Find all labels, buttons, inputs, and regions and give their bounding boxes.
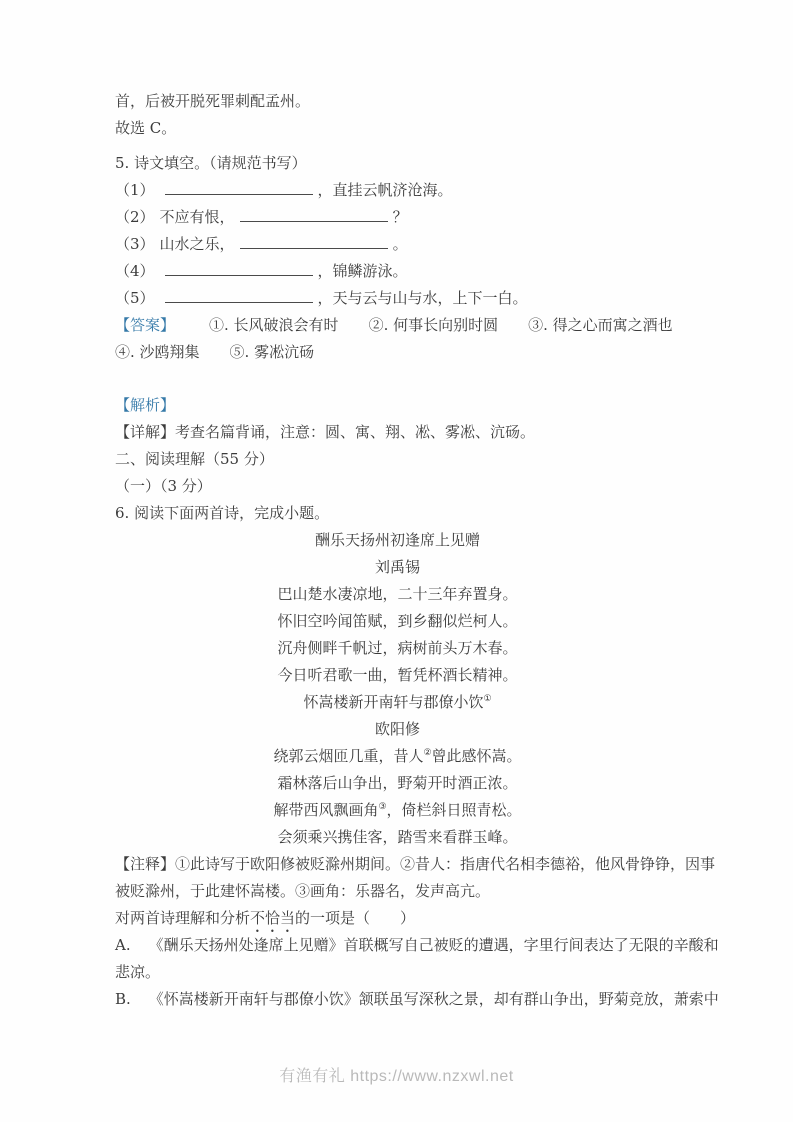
poem1-line: 巴山楚水凄凉地，二十三年弃置身。: [277, 585, 518, 603]
poem2-line: [115, 743, 680, 770]
blank-underline: [165, 180, 313, 195]
poem2-line: [115, 824, 680, 851]
fill-blank-item: [115, 177, 680, 204]
answer-item: ⑤. 雾凇沆砀: [229, 343, 315, 361]
poem1-line: 怀旧空吟闻笛赋，到乡翻似烂柯人。: [277, 612, 518, 630]
option-label: A.: [115, 936, 131, 954]
fill-blank-item: [115, 231, 680, 258]
item-number: （4）: [115, 262, 155, 280]
analysis-detail: 【详解】考查名篇背诵，注意：圆、寓、翔、凇、雾凇、沆砀。: [115, 423, 536, 441]
fill-blank-item: [115, 258, 680, 285]
subsection-heading: （一）（3 分）: [115, 477, 212, 495]
footnote-marker: ②: [423, 748, 432, 758]
section-heading: 二、阅读理解（55 分）: [115, 450, 274, 468]
post-text: 。: [392, 235, 408, 253]
footnote-marker: ①: [483, 694, 492, 704]
answer-line: [115, 339, 680, 366]
analysis-label: 【解析】: [115, 396, 176, 414]
blank-underline: [165, 288, 313, 303]
stem-text: 对两首诗理解和分析: [115, 909, 251, 927]
pre-text: 不应有恨，: [159, 208, 235, 226]
post-text: ，锦鳞游泳。: [317, 262, 408, 280]
notes-line: 被贬滁州，于此建怀嵩楼。③画角：乐器名，发声高亢。: [115, 882, 491, 900]
notes-line: 【注释】①此诗写于欧阳修被贬滁州期间。②昔人：指唐代名相李德裕，他风骨铮铮，因事: [115, 855, 716, 873]
option-a: [115, 932, 719, 959]
answer-item: ②. 何事长向别时圆: [368, 316, 499, 334]
option-b: [115, 986, 719, 1013]
body-text-line: 故选 C。: [115, 119, 177, 137]
post-text: ，直挂云帆济沧海。: [317, 181, 453, 199]
verse-text: 曾此感怀嵩。: [431, 747, 522, 765]
option-text: 《怀嵩楼新开南轩与郡僚小饮》颔联虽写深秋之景，却有群山争出，野菊竞放，萧索中: [148, 990, 719, 1008]
answer-item: ④. 沙鸥翔集: [115, 343, 200, 361]
option-text: 《酬乐天扬州处逢席上见赠》首联概写自己被贬的遭遇，字里行间表达了无限的辛酸和: [148, 936, 719, 954]
fill-blank-item: [115, 204, 680, 231]
item-number: （5）: [115, 289, 155, 307]
footer-watermark: 有渔有礼 https://www.nzxwl.net: [279, 1068, 514, 1085]
item-number: （3）: [115, 235, 155, 253]
fill-blank-item: [115, 285, 680, 312]
verse-text: 绕郭云烟匝几重，昔人: [273, 747, 424, 765]
question-5-title: 5. 诗文填空。（请规范书写）: [115, 154, 307, 172]
item-number: （1）: [115, 181, 155, 199]
answer-label: 【答案】: [115, 316, 176, 334]
body-text-line: 首，后被开脱死罪刺配孟州。: [115, 92, 311, 110]
answer-line: [115, 312, 680, 339]
footnote-marker: ③: [378, 802, 387, 812]
blank-underline: [240, 207, 388, 222]
pre-text: 山水之乐，: [159, 235, 235, 253]
emphasized-text: 不恰当: [250, 909, 296, 927]
stem-text: 的一项是（ ）: [295, 909, 416, 927]
poem1-title: 酬乐天扬州初逢席上见赠: [314, 531, 480, 549]
question-stem: [115, 905, 680, 932]
verse-text: 霜林落后山争出，野菊开时酒正浓。: [277, 774, 518, 792]
blank-underline: [240, 234, 388, 249]
poem2-line: [115, 797, 680, 824]
verse-text: ，倚栏斜日照青松。: [386, 801, 522, 819]
poem1-line: 沉舟侧畔千帆过，病树前头万木春。: [277, 639, 518, 657]
poem2-author: 欧阳修: [374, 720, 420, 738]
answer-item: ①. 长风破浪会有时: [209, 316, 339, 334]
option-label: B.: [115, 990, 131, 1008]
verse-text: 解带西风飘画角: [273, 801, 379, 819]
question-6-intro: 6. 阅读下面两首诗，完成小题。: [115, 504, 330, 522]
blank-underline: [165, 261, 313, 276]
poem2-title: [115, 689, 680, 716]
poem2-line: [115, 770, 680, 797]
option-a-continued: 悲凉。: [115, 963, 161, 981]
verse-text: 会须乘兴携佳客，踏雪来看群玉峰。: [277, 828, 518, 846]
post-text: ？: [392, 208, 408, 226]
poem1-author: 刘禹锡: [374, 558, 420, 576]
poem1-line: 今日听君歌一曲，暂凭杯酒长精神。: [277, 666, 518, 684]
poem2-title-text: 怀嵩楼新开南轩与郡僚小饮: [303, 693, 484, 711]
item-number: （2）: [115, 208, 155, 226]
answer-item: ③. 得之心而寓之酒也: [528, 316, 673, 334]
post-text: ，天与云与山与水，上下一白。: [317, 289, 528, 307]
